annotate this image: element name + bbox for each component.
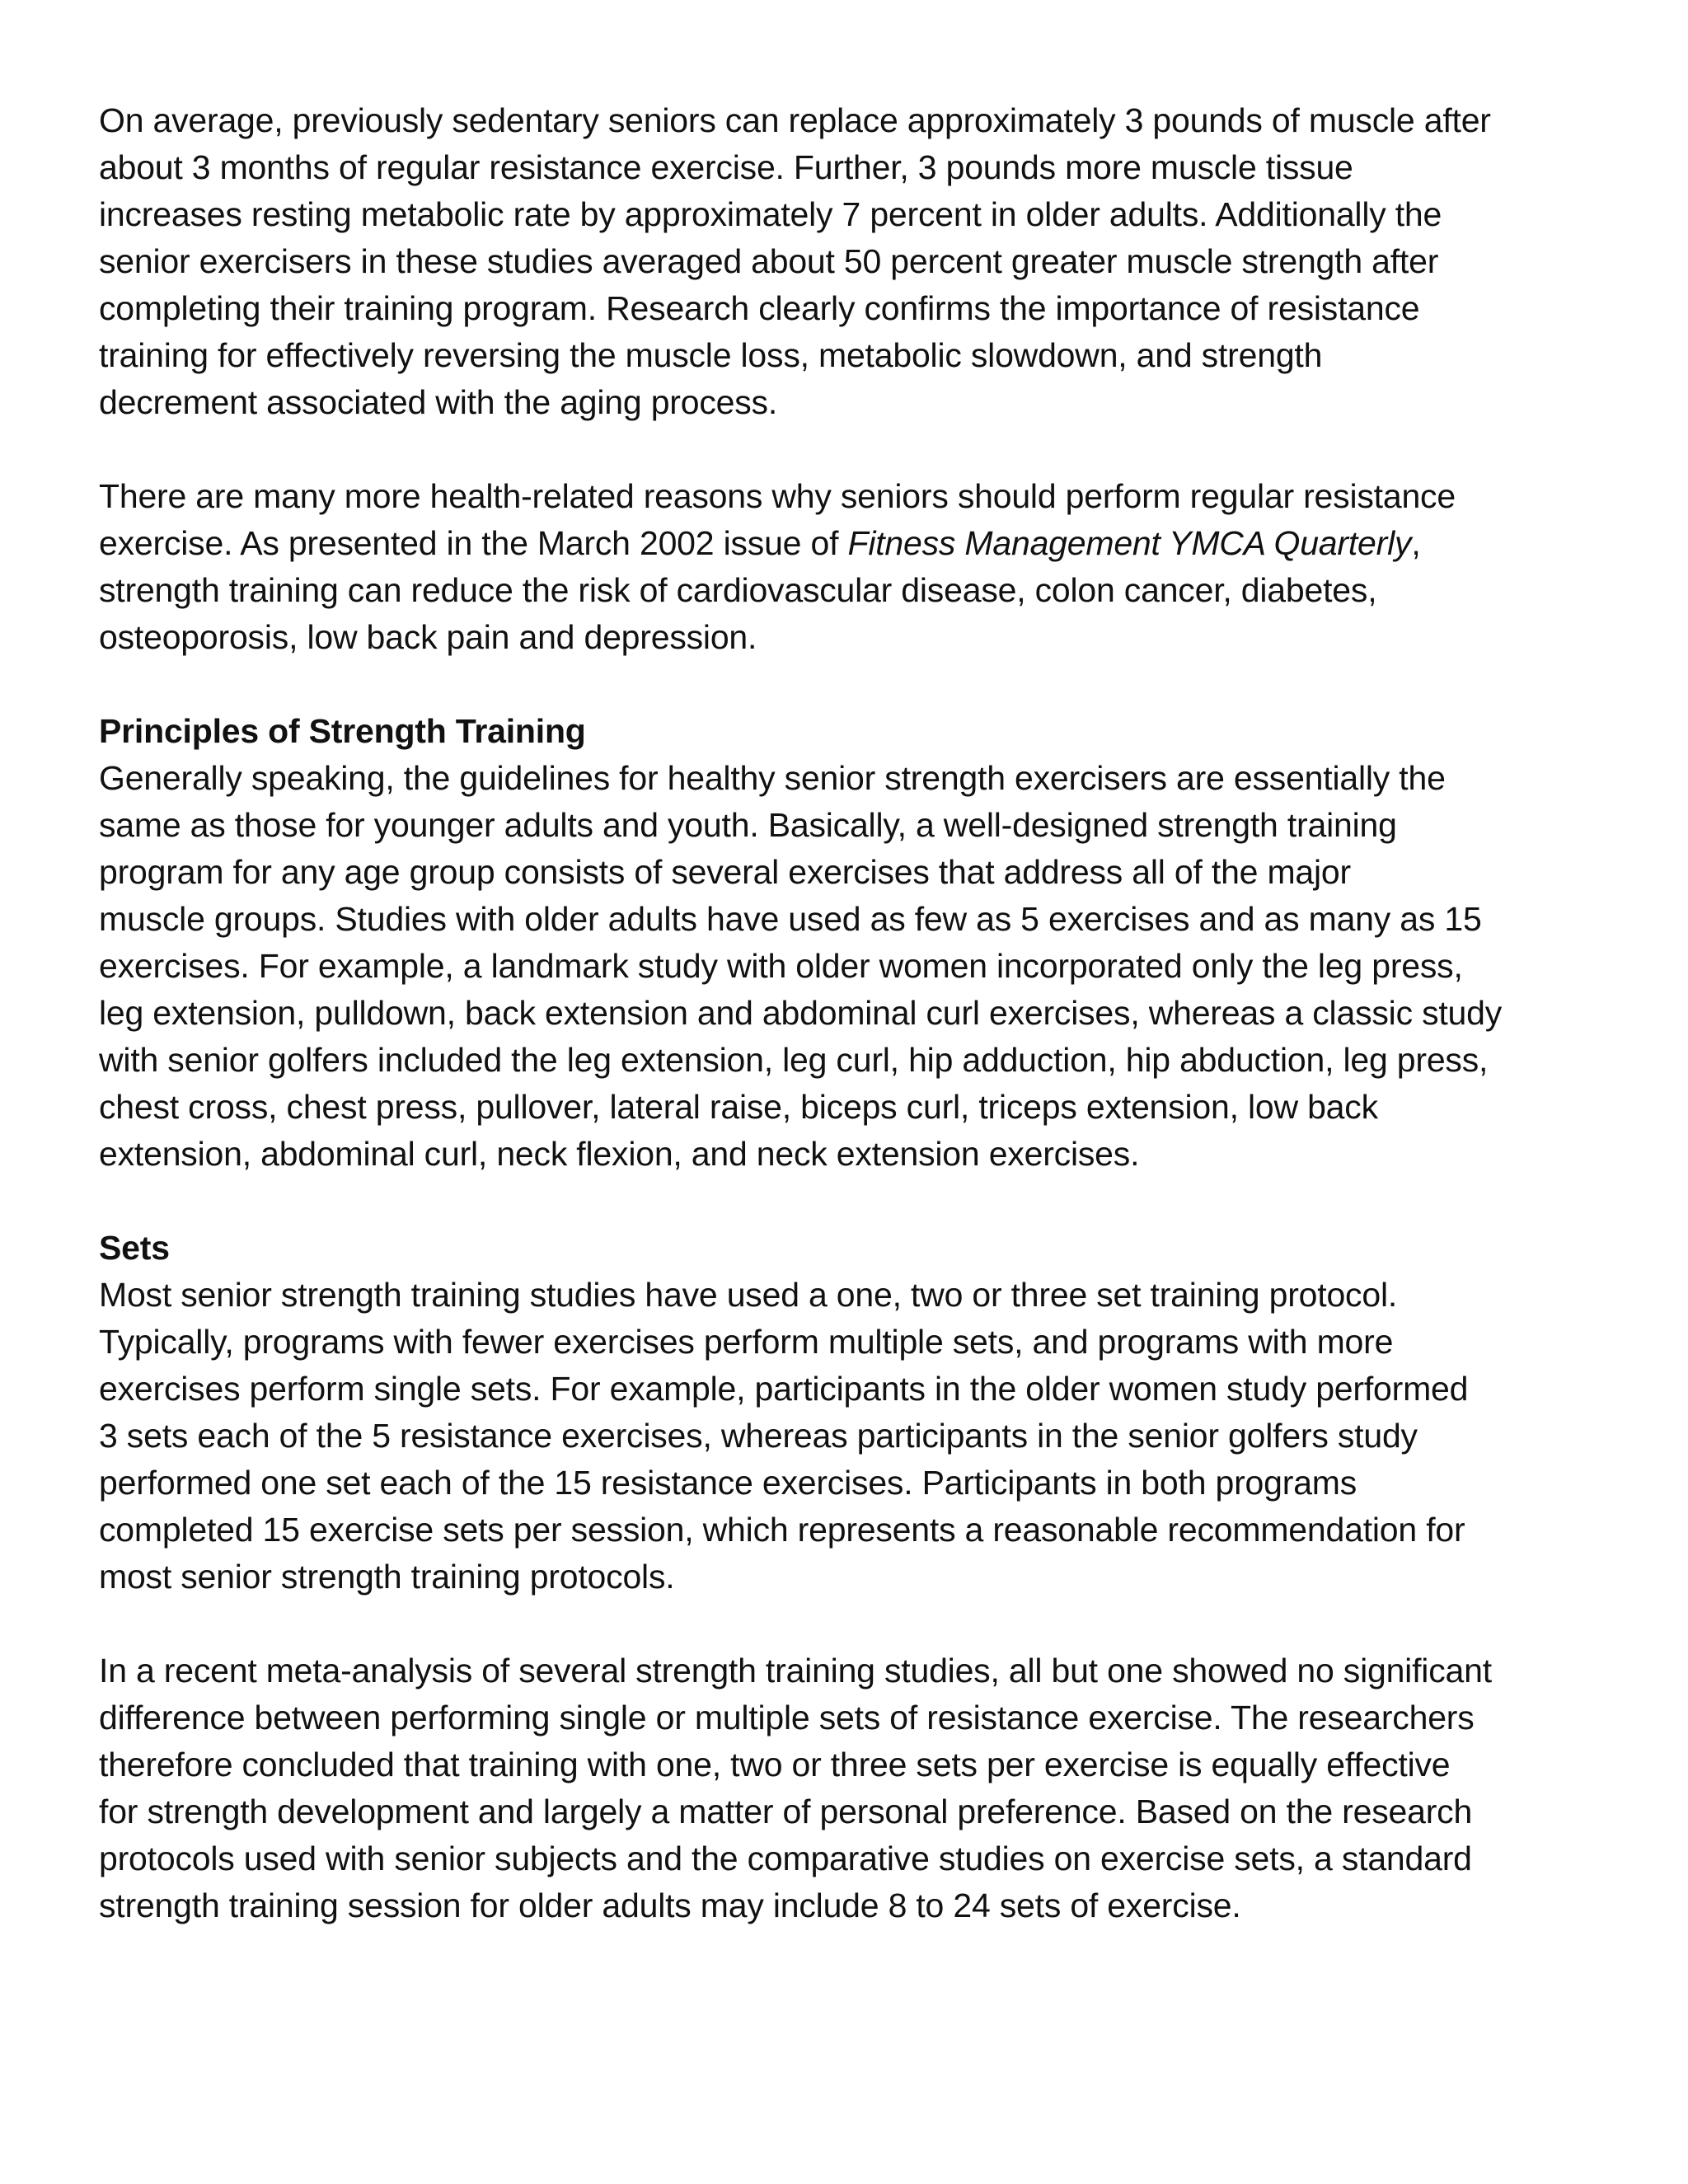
text-line: 3 sets each of the 5 resistance exercises, whereas participants in the senior golfers study	[99, 1417, 1418, 1455]
text-line: chest cross, chest press, pullover, lateral raise, biceps curl, triceps extension, low back	[99, 1088, 1378, 1126]
paragraph-gap	[99, 661, 1607, 708]
text-line: performed one set each of the 15 resistance exercises. Participants in both programs	[99, 1464, 1357, 1502]
document-page	[99, 97, 1607, 1929]
paragraph-muscle-replacement	[99, 97, 1607, 426]
text-line: In a recent meta-analysis of several strength training studies, all but one showed no significant	[99, 1652, 1492, 1690]
text-line: with senior golfers included the leg extension, leg curl, hip adduction, hip abduction, leg press,	[99, 1041, 1489, 1079]
text-line: strength training session for older adults may include 8 to 24 sets of exercise.	[99, 1886, 1241, 1924]
section-heading-sets: Sets	[99, 1229, 170, 1267]
text-line: most senior strength training protocols.	[99, 1558, 675, 1596]
text-line: exercises perform single sets. For example, participants in the older women study performed	[99, 1370, 1469, 1408]
text-line: completing their training program. Research clearly confirms the importance of resistance	[99, 289, 1420, 327]
text-line: leg extension, pulldown, back extension and abdominal curl exercises, whereas a classic study	[99, 994, 1503, 1032]
text-line: for strength development and largely a matter of personal preference. Based on the research	[99, 1793, 1473, 1830]
text-line: extension, abdominal curl, neck flexion, and neck extension exercises.	[99, 1135, 1140, 1173]
text-line: decrement associated with the aging process.	[99, 383, 778, 421]
text-line: On average, previously sedentary seniors can replace approximately 3 pounds of muscle after	[99, 101, 1491, 139]
text-segment: exercise. As presented in the March 2002 issue of	[99, 524, 848, 562]
text-line: Typically, programs with fewer exercises perform multiple sets, and programs with more	[99, 1323, 1394, 1361]
text-line: Generally speaking, the guidelines for healthy senior strength exercisers are essentially the	[99, 759, 1446, 797]
text-line	[99, 520, 1607, 567]
text-line: senior exercisers in these studies averaged about 50 percent greater muscle strength after	[99, 242, 1439, 280]
paragraph-gap	[99, 1178, 1607, 1225]
paragraph-health-reasons	[99, 473, 1607, 661]
section-heading-principles: Principles of Strength Training	[99, 712, 586, 750]
text-line: completed 15 exercise sets per session, which represents a reasonable recommendation for	[99, 1511, 1465, 1549]
publication-title: Fitness Management YMCA Quarterly	[847, 524, 1412, 562]
text-line: strength training can reduce the risk of cardiovascular disease, colon cancer, diabetes,	[99, 571, 1377, 609]
text-line: muscle groups. Studies with older adults have used as few as 5 exercises and as many as 15	[99, 900, 1482, 938]
paragraph-meta-analysis	[99, 1647, 1607, 1929]
text-line: about 3 months of regular resistance exercise. Further, 3 pounds more muscle tissue	[99, 148, 1353, 186]
paragraph-gap	[99, 1601, 1607, 1647]
text-line: osteoporosis, low back pain and depression.	[99, 618, 757, 656]
text-segment: ,	[1411, 524, 1421, 562]
text-line: training for effectively reversing the muscle loss, metabolic slowdown, and strength	[99, 336, 1323, 374]
text-line: increases resting metabolic rate by approximately 7 percent in older adults. Additionally the	[99, 195, 1442, 233]
text-line: exercises. For example, a landmark study with older women incorporated only the leg press,	[99, 947, 1463, 985]
section-principles	[99, 708, 1607, 1178]
section-sets	[99, 1225, 1607, 1601]
text-line: therefore concluded that training with one, two or three sets per exercise is equally effective	[99, 1746, 1451, 1783]
text-line: program for any age group consists of several exercises that address all of the major	[99, 853, 1351, 891]
text-line: There are many more health-related reasons why seniors should perform regular resistance	[99, 477, 1456, 515]
text-line: same as those for younger adults and youth. Basically, a well-designed strength training	[99, 806, 1397, 844]
paragraph-gap	[99, 426, 1607, 473]
text-line: Most senior strength training studies have used a one, two or three set training protocol.	[99, 1276, 1398, 1314]
text-line: protocols used with senior subjects and the comparative studies on exercise sets, a standard	[99, 1840, 1472, 1877]
text-line: difference between performing single or multiple sets of resistance exercise. The researchers	[99, 1699, 1475, 1736]
